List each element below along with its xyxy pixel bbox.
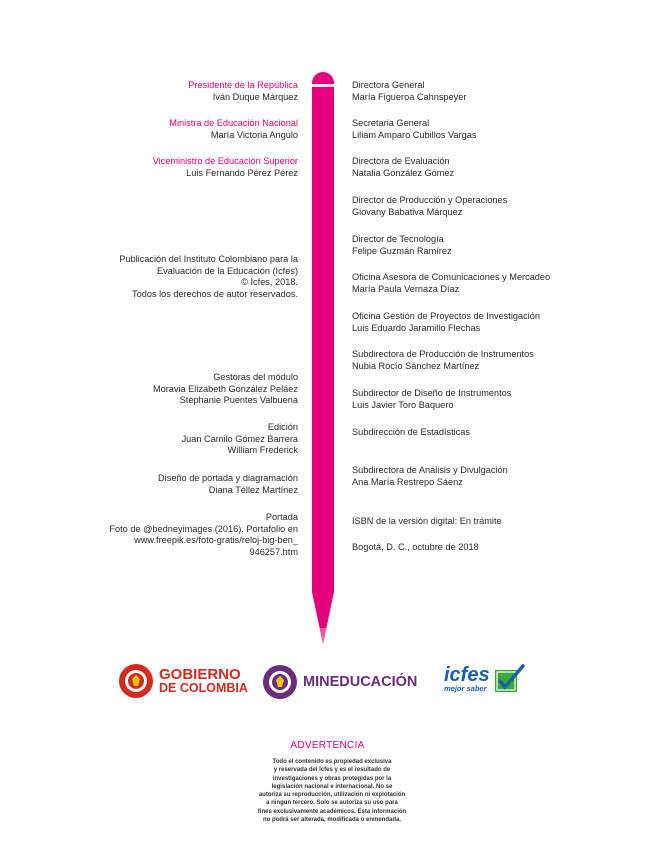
directora-general-block [352, 80, 466, 103]
sub-diseno-name: Luis Javier Toro Baquero [352, 399, 454, 410]
sub-produccion-block [352, 349, 534, 372]
viceministro-name: Luis Fernando Pérez Pérez [186, 167, 298, 178]
left-credits [188, 80, 298, 103]
sub-produccion-title: Subdirectora de Producción de Instrumentos [352, 349, 534, 359]
dir-evaluacion-block [352, 156, 454, 179]
edicion-title: Edición [267, 422, 298, 432]
diseno-title: Diseño de portada y diagramación [158, 473, 298, 483]
advertencia-line: a ningún tercero. Solo se autoriza su uso para [266, 800, 398, 807]
dir-produccion-title: Director de Producción y Operaciones [352, 195, 508, 205]
dir-produccion-name: Giovany Babativa Márquez [352, 206, 463, 217]
advertencia-line: autoriza su reproducción, utilización ni explotación [258, 792, 406, 799]
sub-produccion-name: Nubia Rocío Sánchez Martínez [352, 360, 480, 371]
dir-tecnologia-title: Director de Tecnología [352, 234, 444, 244]
portada-line: 946257.htm [249, 546, 298, 557]
edicion-block [182, 422, 298, 457]
gestoras-name: Stephanie Puentes Valbuena [179, 395, 298, 405]
portada-title: Portada [265, 512, 298, 522]
advertencia-line: Todo el contenido es propiedad exclusiva [272, 759, 392, 765]
sub-analisis-name: Ana María Restrepo Sáenz [352, 476, 463, 487]
diseno-block [158, 473, 298, 496]
icfes-tagline: mejor saber [444, 683, 487, 693]
sub-analisis-title: Subdirectora de Análisis y Divulgación [352, 465, 508, 475]
of-comunicaciones-block [352, 272, 550, 295]
dir-produccion-block [352, 195, 507, 218]
isbn-text: ISBN de la versión digital: En trámite [352, 516, 502, 526]
portada-line: www.freepik.es/foto-gratis/reloj-big-ben_ [134, 535, 298, 545]
directora-general-name: María Figueroa Cahnspeyer [352, 91, 467, 102]
portada-block [109, 512, 298, 558]
advertencia-body [250, 758, 414, 824]
secretaria-name: Liliam Amparo Cubillos Vargas [352, 129, 477, 140]
sub-analisis-block [352, 465, 508, 488]
publicacion-line: Evaluación de la Educación (Icfes) [157, 265, 298, 276]
gestoras-title: Gestoras del módulo [213, 372, 298, 382]
dir-evaluacion-title: Directora de Evaluación [352, 156, 450, 166]
secretaria-block [352, 118, 476, 141]
dir-tecnologia-name: Felipe Guzmán Ramírez [352, 245, 452, 256]
icfes-logo [444, 664, 525, 694]
isbn-block [352, 516, 502, 528]
advertencia-title: ADVERTENCIA [290, 740, 365, 751]
mineducacion-logo [263, 665, 417, 699]
publicacion-block [119, 254, 298, 300]
gobierno-line2: DE COLOMBIA [159, 681, 248, 695]
gestoras-name: Moravia Elizabeth González Peláez [152, 383, 298, 394]
gobierno-line1: GOBIERNO [159, 666, 241, 683]
portada-line: Foto de @bedneyimages (2016). Portafolio en [109, 523, 298, 534]
ministra-block [169, 118, 298, 141]
of-proyectos-title: Oficina Gestión de Proyectos de Investigación [352, 311, 540, 321]
advertencia-line: fines exclusivamente académicos. Esta información [257, 808, 407, 815]
ministra-name: María Victoria Angulo [210, 129, 298, 140]
sub-diseno-block [352, 388, 511, 411]
logos-row [0, 662, 655, 704]
viceministro-block [153, 156, 298, 179]
diseno-name: Diana Téllez Martínez [208, 484, 298, 495]
edicion-name: Juan Camilo Gómez Barrera [181, 433, 298, 444]
secretaria-title: Secretaria General [352, 118, 430, 128]
viceministro-title: Viceministro de Educación Superior [152, 156, 298, 166]
advertencia-line: no podrá ser alterada, modificada o enmendada. [262, 817, 402, 824]
icfes-wordmark: icfes [444, 663, 490, 686]
directora-general-title: Directora General [352, 80, 425, 90]
publicacion-line: Todos los derechos de autor reservados. [132, 288, 298, 299]
checkmark-box-icon [493, 664, 525, 694]
presidente-title: Presidente de la República [188, 80, 298, 90]
publicacion-line: © Icfes, 2018. [241, 277, 298, 287]
advertencia-line: y reservada del Icfes y es el resultado de [273, 767, 391, 774]
ministra-title: Ministra de Educación Nacional [169, 118, 298, 128]
publicacion-line: Publicación del Instituto Colombiano para la [119, 254, 298, 264]
edicion-name: William Frederick [227, 445, 298, 455]
fecha-block [352, 542, 479, 554]
dir-tecnologia-block [352, 234, 452, 257]
advertencia-line: legislación nacional e internacional. No se [271, 783, 393, 790]
sub-diseno-title: Subdirector de Diseño de Instrumentos [352, 388, 512, 398]
of-proyectos-block [352, 311, 540, 334]
mineducacion-text: MINEDUCACIÓN [303, 674, 418, 690]
mineducacion-seal-icon [263, 665, 297, 699]
presidente-name: Iván Duque Márquez [212, 91, 298, 102]
of-comunicaciones-title: Oficina Asesora de Comunicaciones y Mercadeo [352, 272, 551, 282]
sub-estadisticas-title: Subdirección de Estadísticas [352, 427, 470, 437]
pencil-divider-icon [312, 72, 334, 650]
of-comunicaciones-name: María Paula Vernaza Díaz [352, 283, 460, 294]
advertencia-line: investigaciones y obras protegidas por la [272, 775, 392, 782]
fecha-text: Bogotá, D. C., octubre de 2018 [352, 542, 479, 552]
gobierno-logo [119, 664, 248, 698]
dir-evaluacion-name: Natalia González Gómez [352, 167, 455, 178]
colombia-seal-icon [119, 664, 153, 698]
of-proyectos-name: Luis Eduardo Jaramillo Flechas [352, 322, 481, 333]
sub-estadisticas-block [352, 427, 470, 439]
gestoras-block [153, 372, 298, 407]
